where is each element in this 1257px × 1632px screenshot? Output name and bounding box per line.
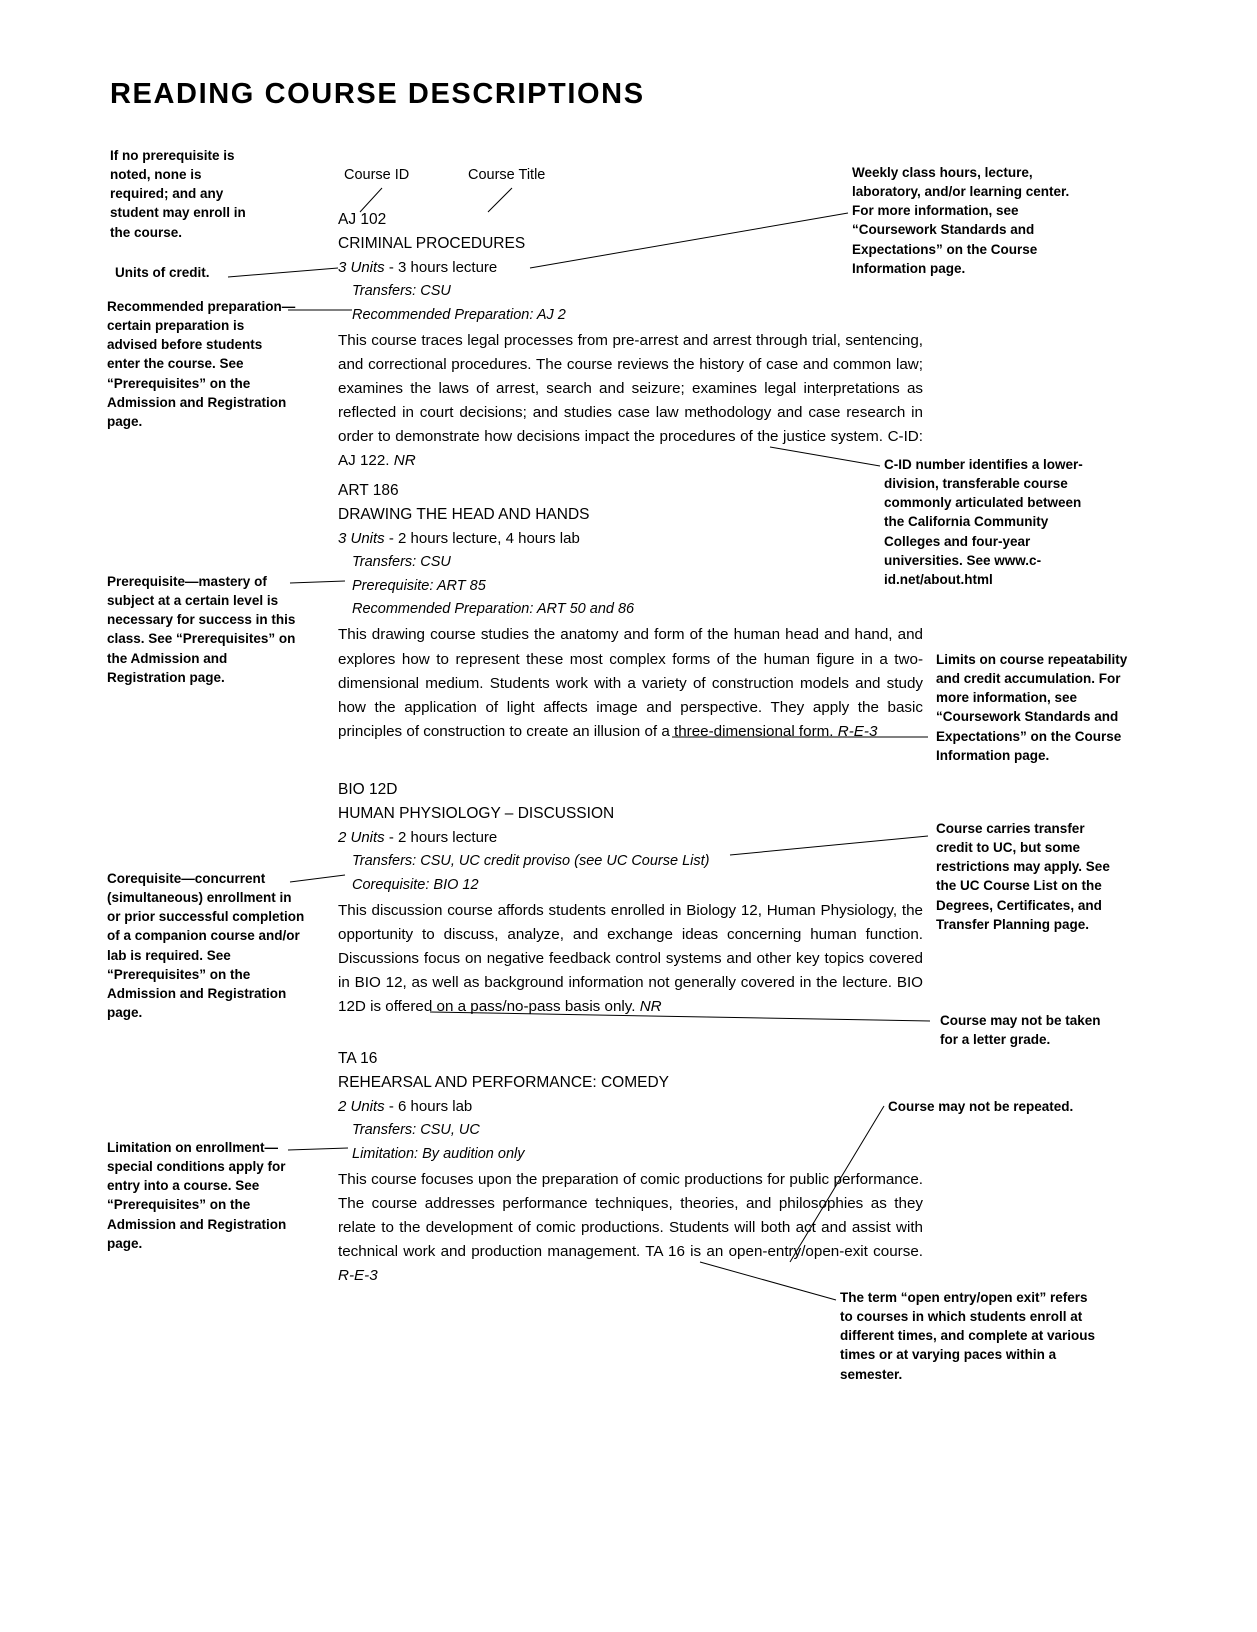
course-id: ART 186 bbox=[338, 482, 399, 499]
course-units: 3 Units bbox=[338, 530, 385, 548]
course-meta: Transfers: CSU, UC bbox=[352, 1122, 480, 1139]
course-entry bbox=[338, 479, 923, 744]
course-title: REHEARSAL AND PERFORMANCE: COMEDY bbox=[338, 1074, 670, 1092]
course-entry bbox=[338, 1047, 923, 1288]
page-title: READING COURSE DESCRIPTIONS bbox=[110, 78, 645, 110]
course-meta: Prerequisite: ART 85 bbox=[352, 577, 486, 594]
course-meta: Limitation: By audition only bbox=[352, 1145, 525, 1162]
course-units-hours: 3 Units - 3 hours lecture bbox=[338, 259, 498, 277]
note-no-letter-grade: Course may not be taken for a letter grade. bbox=[940, 1013, 1101, 1048]
course-entry bbox=[338, 778, 923, 1019]
course-title: DRAWING THE HEAD AND HANDS bbox=[338, 506, 590, 524]
course-meta: Corequisite: BIO 12 bbox=[352, 876, 479, 893]
course-suffix-code: NR bbox=[639, 998, 662, 1016]
note-uc-transfer: Course carries transfer credit to UC, but some restrictions may apply. See the UC Course List on the Degrees, Certificates, and Transfer Planning page. bbox=[936, 821, 1110, 932]
course-id: AJ 102 bbox=[338, 211, 387, 228]
course-units-hours: 2 Units - 2 hours lecture bbox=[338, 829, 498, 847]
label-course-id: Course ID bbox=[344, 167, 410, 183]
course-hours: 3 hours lecture bbox=[398, 259, 498, 277]
note-units-of-credit: Units of credit. bbox=[115, 265, 210, 280]
note-no-repeat: Course may not be repeated. bbox=[888, 1099, 1074, 1114]
course-description-text: This drawing course studies the anatomy and form of the human head and hand, and explores how to represent these most complex forms of the human figure in a two-dimensional medium. Students work with a variety of construction models and study how the application of light affects image and perspective. They apply the basic principles of construction to create an illusion of a three-dimensional form. bbox=[338, 626, 923, 740]
course-title: HUMAN PHYSIOLOGY – DISCUSSION bbox=[338, 805, 615, 823]
course-description-text: This course focuses upon the preparation of comic productions for public performance. The course addresses performance techniques, theories, and philosophies as they relate to the development of comic productions. Students will both act and assist with technical work and production management. TA 16 is an open-entry/open-exit course. bbox=[338, 1171, 923, 1261]
course-suffix-code: R-E-3 bbox=[338, 1267, 378, 1285]
note-limitation: Limitation on enrollment—special conditions apply for entry into a course. See “Prerequisites” on the Admission and Registration page. bbox=[107, 1140, 287, 1251]
course-hours: 6 hours lab bbox=[398, 1098, 473, 1116]
course-units-hours: 3 Units - 2 hours lecture, 4 hours lab bbox=[338, 530, 580, 548]
course-id: TA 16 bbox=[338, 1050, 378, 1067]
course-units: 2 Units bbox=[338, 1098, 385, 1116]
course-description bbox=[338, 623, 923, 743]
course-description-text: This course traces legal processes from pre-arrest and arrest through trial, sentencing, and correctional procedures. The course reviews the history of case and common law; examines the laws of arrest, search and seizure; examines legal interpretations as reflected in court decisions; and studies case law methodology and case research in order to demonstrate how decisions impact the procedures of the justice system. bbox=[338, 332, 923, 446]
course-units: 3 Units bbox=[338, 259, 385, 277]
course-hours: 2 hours lecture, 4 hours lab bbox=[398, 530, 580, 548]
course-title: CRIMINAL PROCEDURES bbox=[338, 235, 526, 253]
note-recommended-preparation: Recommended preparation—certain preparation is advised before students enter the course. See “Prerequisites” on the Admission and Registration page. bbox=[107, 299, 296, 429]
course-units: 2 Units bbox=[338, 829, 385, 847]
course-meta: Transfers: CSU bbox=[352, 283, 451, 300]
course-entry bbox=[338, 208, 923, 473]
course-description bbox=[338, 899, 923, 1019]
course-description-text: This discussion course affords students enrolled in Biology 12, Human Physiology, the opportunity to discuss, analyze, and exchange ideas concerning human function. Discussions focus on negative feedback control systems and other key topics covered in BIO 12, as well as background information not generally covered in the lecture. BIO 12D is offered on a pass/no-pass basis only. bbox=[338, 902, 923, 1016]
note-open-entry: The term “open entry/open exit” refers to courses in which students enroll at different times, and complete at various times or at varying paces within a semester. bbox=[840, 1290, 1096, 1382]
note-no-prerequisite: If no prerequisite is noted, none is required; and any student may enroll in the course. bbox=[110, 148, 246, 240]
course-description bbox=[338, 1168, 923, 1288]
course-description bbox=[338, 329, 923, 473]
course-meta: Transfers: CSU, UC credit proviso (see UC Course List) bbox=[352, 853, 710, 870]
course-units-hours: 2 Units - 6 hours lab bbox=[338, 1098, 473, 1116]
note-weekly-hours: Weekly class hours, lecture, laboratory, and/or learning center. For more information, see “Coursework Standards and Expectations” on the Course Information page. bbox=[852, 165, 1070, 276]
course-meta: Recommended Preparation: ART 50 and 86 bbox=[352, 601, 635, 617]
note-repeatability: Limits on course repeatability and credit accumulation. For more information, see “Coursework Standards and Expectations” on the Course Information page. bbox=[936, 652, 1128, 763]
course-id: BIO 12D bbox=[338, 781, 398, 798]
course-meta: Recommended Preparation: AJ 2 bbox=[352, 306, 566, 323]
course-suffix-code: R-E-3 bbox=[837, 722, 878, 740]
course-hours: 2 hours lecture bbox=[398, 829, 498, 847]
label-course-title: Course Title bbox=[468, 167, 546, 183]
note-corequisite: Corequisite—concurrent (simultaneous) enrollment in or prior successful completion of a companion course and/or lab is required. See “Prerequisites” on the Admission and Registration page. bbox=[107, 871, 305, 1021]
course-cid-code: C-ID: AJ 122. bbox=[338, 428, 923, 470]
note-prerequisite: Prerequisite—mastery of subject at a certain level is necessary for success in this class. See “Prerequisites” on the Admission and Registration page. bbox=[107, 574, 296, 685]
course-suffix-code: NR bbox=[393, 452, 416, 470]
note-cid-number: C-ID number identifies a lower-division, transferable course commonly articulated between the California Community Colleges and four-year universities. See www.c-id.net/about.html bbox=[884, 457, 1083, 587]
course-meta: Transfers: CSU bbox=[352, 554, 451, 571]
